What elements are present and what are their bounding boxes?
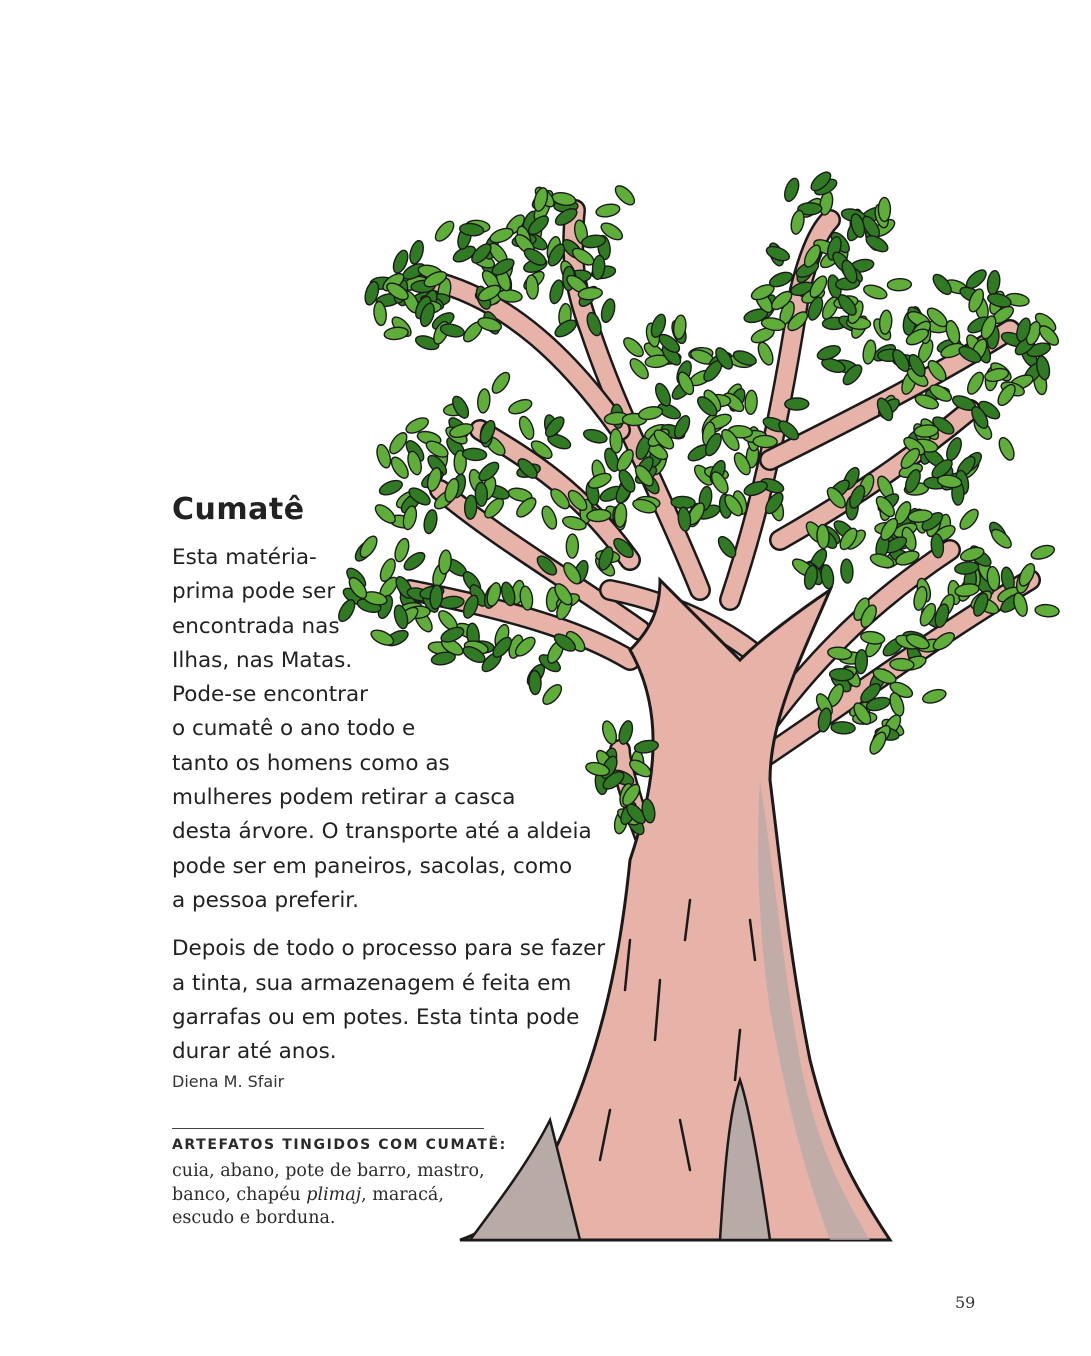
leaf: [819, 564, 835, 590]
leaf: [861, 339, 877, 365]
leaf: [1011, 591, 1029, 617]
article: [172, 492, 606, 1069]
article-title: Cumatê: [172, 492, 305, 527]
leaf: [887, 278, 911, 291]
leaf: [507, 397, 534, 417]
artifacts-italic-term: plimaj: [306, 1184, 362, 1205]
leaf: [600, 719, 619, 746]
paragraph-line: Ilhas, nas Matas.: [172, 647, 353, 673]
paragraph-1: [172, 541, 602, 918]
leaf: [617, 719, 635, 745]
paragraph-line: Depois de todo o processo para se fazer: [172, 936, 606, 962]
paragraph-line: pode ser em paneiros, sacolas, como: [172, 853, 573, 879]
leaf: [408, 239, 426, 265]
paragraph-line: mulheres podem retirar a casca: [172, 785, 516, 811]
leaf: [890, 658, 915, 671]
artifacts-line: escudo e borduna.: [172, 1208, 336, 1228]
leaf: [782, 176, 801, 203]
leaf: [816, 524, 829, 549]
leaf: [744, 390, 757, 415]
paragraph-line: o cumatê o ano todo e: [172, 716, 416, 742]
leaf: [638, 405, 664, 421]
leaf: [860, 630, 886, 646]
leaf: [488, 226, 515, 246]
leaf: [878, 197, 890, 221]
leaf: [785, 398, 809, 410]
leaf: [789, 209, 806, 235]
paragraph-line: a pessoa preferir.: [172, 887, 360, 913]
artifacts-heading: ARTEFATOS TINGIDOS COM CUMATÊ:: [172, 1137, 507, 1153]
leaf: [867, 730, 889, 757]
author-credit: Diena M. Sfair: [172, 1072, 285, 1091]
leaf: [599, 297, 617, 323]
leaf: [829, 668, 854, 681]
paragraph-2: [172, 932, 606, 1069]
leaf: [548, 279, 566, 305]
leaf: [477, 388, 491, 413]
page-number: 59: [955, 1293, 976, 1312]
paragraph-line: encontrada nas: [172, 613, 340, 639]
leaf: [765, 244, 792, 264]
paragraph-line: tanto os homens como as: [172, 750, 450, 776]
leaf: [609, 429, 622, 454]
leaf: [582, 427, 608, 445]
leaf: [384, 326, 409, 341]
leaf: [1035, 604, 1060, 618]
leaf: [621, 335, 647, 360]
artifacts-text: banco, chapéu: [172, 1184, 307, 1205]
leaf: [595, 202, 621, 218]
paragraph-line: prima pode ser: [172, 579, 336, 605]
leaf: [921, 687, 947, 705]
leaf: [957, 506, 982, 532]
paragraph-line: garrafas ou em potes. Esta tinta pode: [172, 1004, 580, 1030]
artifacts-text: , maracá,: [361, 1184, 444, 1205]
leaf: [964, 370, 986, 397]
leaf: [653, 381, 674, 408]
paragraph-line: a tinta, sua armazenagem é feita em: [172, 970, 572, 996]
leaf: [753, 435, 777, 448]
leaf: [489, 370, 513, 396]
leaf: [755, 340, 775, 367]
artifacts-list: [172, 1160, 485, 1231]
divider: [172, 1128, 484, 1129]
leaf: [1030, 543, 1057, 562]
paragraph-line: Pode-se encontrar: [172, 682, 368, 708]
artifacts-line: cuia, abano, pote de barro, mastro,: [172, 1161, 485, 1181]
leaf: [517, 415, 537, 442]
leaf: [840, 559, 853, 584]
paragraph-line: durar até anos.: [172, 1039, 337, 1065]
paragraph-line: desta árvore. O transporte até a aldeia: [172, 819, 592, 845]
artifacts-line: [172, 1184, 485, 1208]
leaf: [996, 435, 1017, 462]
leaf: [862, 283, 889, 302]
leaf: [831, 721, 856, 734]
leaf: [815, 343, 842, 362]
leaf: [432, 218, 457, 244]
leaf: [879, 310, 893, 335]
paragraph-line: Esta matéria-: [172, 545, 317, 570]
